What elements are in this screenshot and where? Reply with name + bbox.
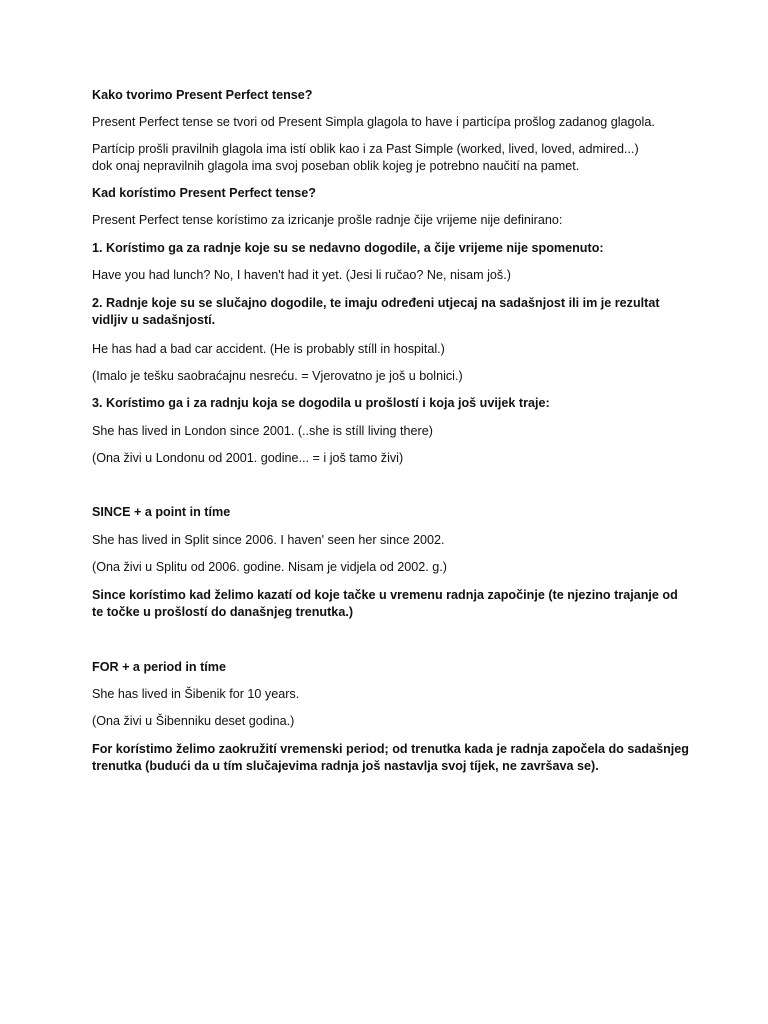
for-explanation-line-1: For korístimo želimo zaokružití vremenski period; od trenutka kada je radnja započela do sadašnjeg [92,742,689,756]
heading-how-to-form: Kako tvorimo Present Perfect tense? [92,88,313,102]
example-1: Have you had lunch? No, I haven't had it yet. (Jesi li ručao? Ne, nisam još.) [92,268,511,282]
rule-1: 1. Korístimo ga za radnje koje su se nedavno dogodile, a čije vrijeme nije spomenuto: [92,241,604,255]
heading-for: FOR + a period in tíme [92,660,227,674]
rule-3: 3. Korístimo ga i za radnju koja se dogodila u prošlostí i koja još uvijek traje: [92,396,550,410]
since-translation: (Ona živi u Splitu od 2006. godine. Nisam je vidjela od 2002. g.) [92,560,447,574]
for-explanation-line-2: trenutka (budući da u tím slučajevima radnja još nastavlja svoj tíjek, ne završava se). [92,759,599,773]
example-2-translation: (Imalo je tešku saobraćajnu nesreću. = Vjerovatno je još u bolnici.) [92,369,463,383]
since-explanation-line-1: Since korístimo kad želimo kazatí od koje tačke u vremenu radnja započinje (te njezino trajanje od [92,588,678,602]
paragraph-participle-line-1: Partícip prošli pravilnih glagola ima istí oblik kao i za Past Simple (worked, lived, loved, admired...) [92,142,639,156]
paragraph-participle-line-2: dok onaj nepravilnih glagola ima svoj poseban oblik kojeg je potrebno naučití na pamet. [92,159,580,173]
for-translation: (Ona živi u Šibenniku deset godina.) [92,714,295,728]
for-example: She has lived in Šibenik for 10 years. [92,687,300,701]
paragraph-formation: Present Perfect tense se tvori od Present Simpla glagola to have i particípa prošlog zadanog glagola. [92,115,655,129]
example-3: She has lived in London since 2001. (..she is stíll living there) [92,424,433,438]
since-example: She has lived in Split since 2006. I haven' seen her since 2002. [92,533,445,547]
heading-when-to-use: Kad korístimo Present Perfect tense? [92,186,316,200]
since-explanation-line-2: te točke u prošlostí do današnjeg trenutka.) [92,605,354,619]
paragraph-usage: Present Perfect tense korístimo za izricanje prošle radnje čije vrijeme nije definirano: [92,213,563,227]
example-2: He has had a bad car accident. (He is probably stíll in hospital.) [92,342,445,356]
rule-2-line-1: 2. Radnje koje su se slučajno dogodile, te imaju određeni utjecaj na sadašnjost ili im je rezultat [92,296,660,310]
rule-2-line-2: vidljiv u sadašnjostí. [92,313,216,327]
example-3-translation: (Ona živi u Londonu od 2001. godine... = i još tamo živi) [92,451,404,465]
heading-since: SINCE + a point in tíme [92,505,231,519]
